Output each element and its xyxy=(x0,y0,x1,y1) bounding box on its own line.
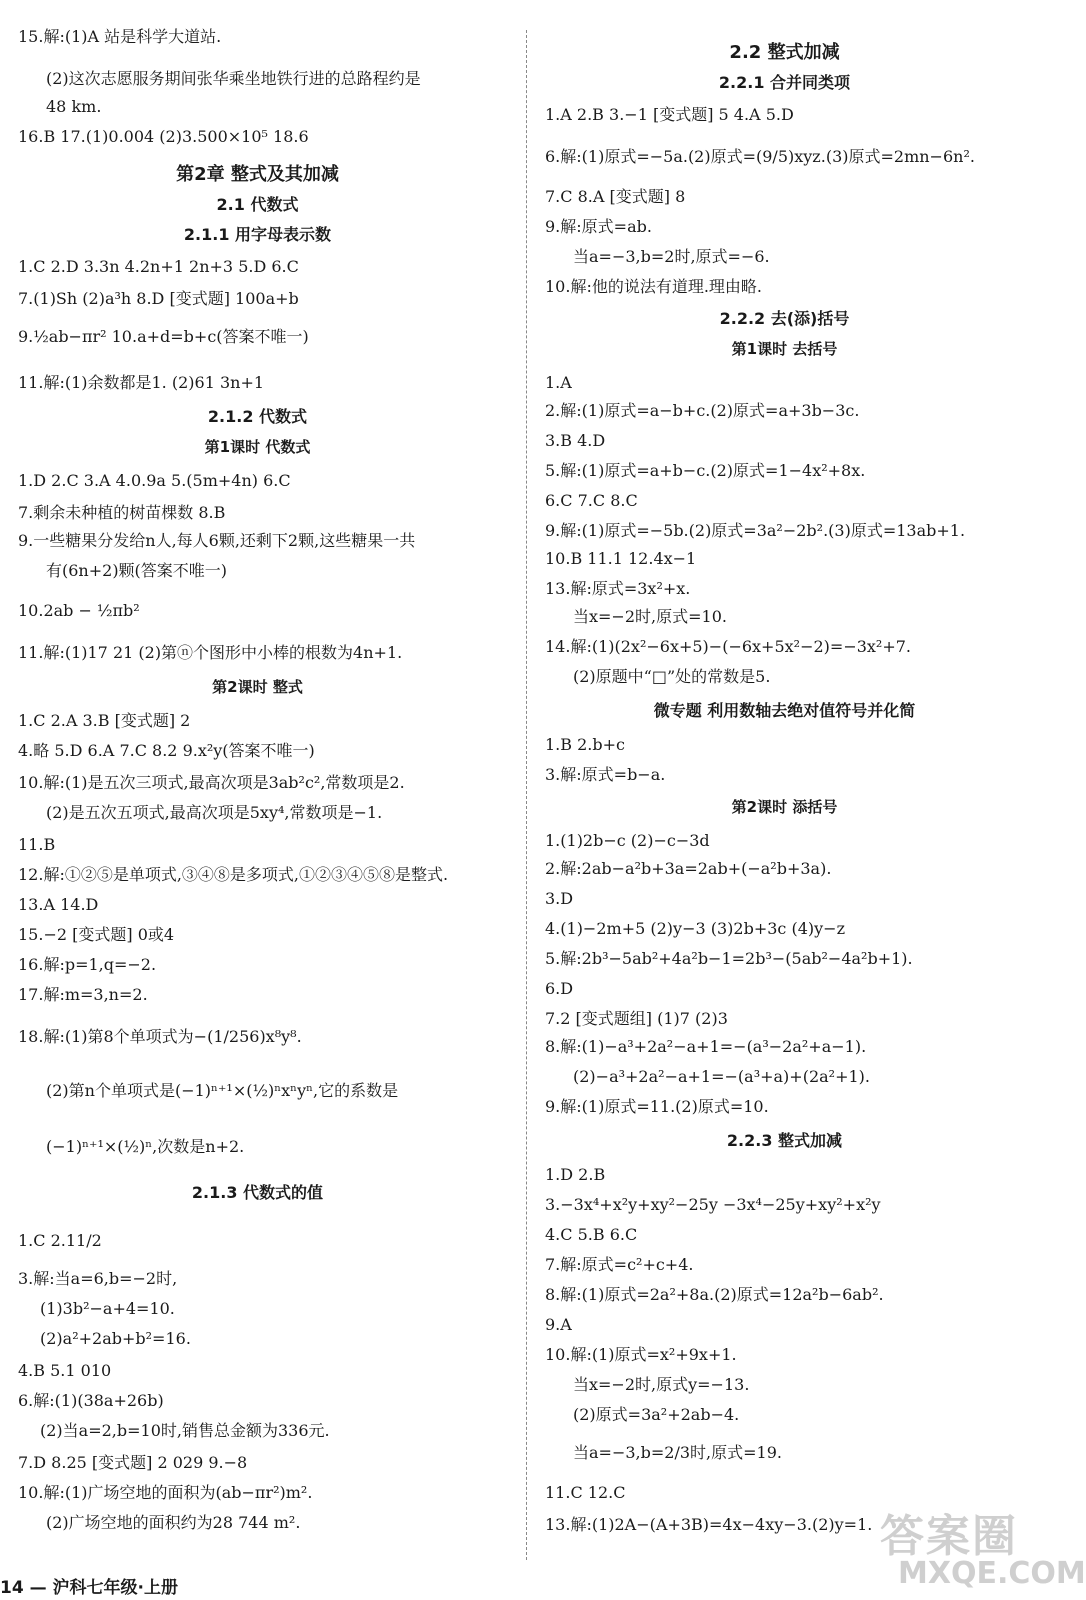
right-column xyxy=(527,0,1042,1600)
answer-line: 10.B 11.1 12.4x−1 xyxy=(545,549,697,568)
answer-line: (2)原式=3a²+2ab−4. xyxy=(573,1405,740,1424)
answer-line: 1.A xyxy=(545,373,572,392)
answer-line: 1.D 2.B xyxy=(545,1165,606,1184)
answer-line: 7.C 8.A [变式题] 8 xyxy=(545,187,686,206)
answer-line: 7.解:原式=c²+c+4. xyxy=(545,1255,694,1274)
section-heading: 2.2.1 合并同类项 xyxy=(718,73,851,92)
answer-line: 9.一些糖果分发给n人,每人6颗,还剩下2颗,这些糖果一共 xyxy=(18,531,416,550)
answer-line: 9.½ab−πr² 10.a+d=b+c(答案不唯一) xyxy=(18,327,309,346)
section-heading: 2.1.3 代数式的值 xyxy=(191,1183,324,1202)
section-heading: 2.1 代数式 xyxy=(216,195,299,214)
watermark-text: 答案圈 xyxy=(880,1511,1018,1562)
section-heading: 2.2.3 整式加减 xyxy=(726,1131,843,1150)
answer-line: 5.解:(1)原式=a+b−c.(2)原式=1−4x²+8x. xyxy=(545,461,866,480)
answer-line: 10.2ab − ½πb² xyxy=(18,601,140,620)
answer-line: 1.C 2.11/2 xyxy=(18,1231,102,1250)
answer-line: 10.解:(1)原式=x²+9x+1. xyxy=(545,1345,737,1364)
answer-line: 2.解:2ab−a²b+3a=2ab+(−a²b+3a). xyxy=(545,859,832,878)
section-heading: 微专题 利用数轴去绝对值符号并化简 xyxy=(653,701,916,720)
answer-line: 10.解:他的说法有道理.理由略. xyxy=(545,277,763,296)
answer-line: 16.解:p=1,q=−2. xyxy=(18,955,157,974)
section-heading: 第1课时 去括号 xyxy=(731,340,838,358)
answer-line: 15.解:(1)A 站是科学大道站. xyxy=(18,27,222,46)
answer-line: 3.解:当a=6,b=−2时, xyxy=(18,1269,178,1288)
answer-line: 4.B 5.1 010 xyxy=(18,1361,112,1380)
answer-line: 10.解:(1)广场空地的面积为(ab−πr²)m². xyxy=(18,1483,313,1502)
answer-line: (2)广场空地的面积约为28 744 m². xyxy=(46,1513,301,1532)
answer-line: 6.解:(1)(38a+26b) xyxy=(18,1391,164,1410)
answer-line: 4.略 5.D 6.A 7.C 8.2 9.x²y(答案不唯一) xyxy=(18,741,315,760)
answer-line: 1.(1)2b−c (2)−c−3d xyxy=(545,831,710,850)
answer-line: 1.A 2.B 3.−1 [变式题] 5 4.A 5.D xyxy=(545,105,794,124)
answer-line: 8.解:(1)−a³+2a²−a+1=−(a³−2a²+a−1). xyxy=(545,1037,867,1056)
answer-line: 7.剩余未种植的树苗棵数 8.B xyxy=(18,503,226,522)
answer-line: (1)3b²−a+4=10. xyxy=(40,1299,175,1318)
answer-line: 6.C 7.C 8.C xyxy=(545,491,638,510)
answer-line: 17.解:m=3,n=2. xyxy=(18,985,148,1004)
answer-line: 1.D 2.C 3.A 4.0.9a 5.(5m+4n) 6.C xyxy=(18,471,291,490)
answer-line: 1.C 2.A 3.B [变式题] 2 xyxy=(18,711,191,730)
answer-line: (2)原题中“□”处的常数是5. xyxy=(573,667,771,686)
answer-line: 当a=−3,b=2时,原式=−6. xyxy=(573,247,770,266)
answer-line: 12.解:①②⑤是单项式,③④⑧是多项式,①②③④⑤⑧是整式. xyxy=(18,865,449,884)
section-heading: 第2章 整式及其加减 xyxy=(176,164,339,185)
answer-line: 当x=−2时,原式y=−13. xyxy=(573,1375,750,1394)
answer-line: 13.解:(1)2A−(A+3B)=4x−4xy−3.(2)y=1. xyxy=(545,1515,873,1534)
answer-line: 3.B 4.D xyxy=(545,431,606,450)
answer-line: 16.B 17.(1)0.004 (2)3.500×10⁵ 18.6 xyxy=(18,127,309,146)
answer-line: 9.解:原式=ab. xyxy=(545,217,652,236)
answer-line: 7.D 8.25 [变式题] 2 029 9.−8 xyxy=(18,1453,248,1472)
answer-line: 7.(1)Sh (2)a³h 8.D [变式题] 100a+b xyxy=(18,289,299,308)
answer-line: 10.解:(1)是五次三项式,最高次项是3ab²c²,常数项是2. xyxy=(18,773,405,792)
answer-line: 14.解:(1)(2x²−6x+5)−(−6x+5x²−2)=−3x²+7. xyxy=(545,637,912,656)
answer-line: 11.解:(1)余数都是1. (2)61 3n+1 xyxy=(18,373,265,392)
watermark-logo xyxy=(880,1500,1086,1596)
answer-line: 18.解:(1)第8个单项式为−(1/256)x⁸y⁸. xyxy=(18,1027,302,1046)
answer-line: 4.(1)−2m+5 (2)y−3 (3)2b+3c (4)y−z xyxy=(545,919,845,938)
answer-line: 5.解:2b³−5ab²+4a²b−1=2b³−(5ab²−4a²b+1). xyxy=(545,949,913,968)
answer-line: 3.D xyxy=(545,889,574,908)
answer-line: 3.−3x⁴+x²y+xy²−25y −3x⁴−25y+xy²+x²y xyxy=(545,1195,881,1214)
section-heading: 第2课时 添括号 xyxy=(731,798,838,816)
answer-line: (2)a²+2ab+b²=16. xyxy=(40,1329,191,1348)
section-heading: 2.2.2 去(添)括号 xyxy=(719,309,850,328)
section-heading: 第2课时 整式 xyxy=(212,678,303,696)
answer-line: 1.C 2.D 3.3n 4.2n+1 2n+3 5.D 6.C xyxy=(18,257,299,276)
answer-line: (2)当a=2,b=10时,销售总金额为336元. xyxy=(40,1421,330,1440)
answer-line: 1.B 2.b+c xyxy=(545,735,625,754)
answer-line: 6.D xyxy=(545,979,574,998)
answer-line: 当a=−3,b=2/3时,原式=19. xyxy=(573,1443,782,1462)
section-heading: 2.1.1 用字母表示数 xyxy=(183,225,332,244)
answer-line: 4.C 5.B 6.C xyxy=(545,1225,638,1244)
answer-line: 9.A xyxy=(545,1315,572,1334)
section-heading: 2.1.2 代数式 xyxy=(207,407,308,426)
section-heading: 2.2 整式加减 xyxy=(729,42,840,63)
answer-line: (−1)ⁿ⁺¹×(½)ⁿ,次数是n+2. xyxy=(46,1137,245,1156)
answer-line: 3.解:原式=b−a. xyxy=(545,765,666,784)
answer-line: 当x=−2时,原式=10. xyxy=(573,607,727,626)
answer-line: 6.解:(1)原式=−5a.(2)原式=(9/5)xyz.(3)原式=2mn−6n². xyxy=(545,147,975,166)
answer-line: 48 km. xyxy=(46,97,102,116)
answer-line: (2)第n个单项式是(−1)ⁿ⁺¹×(½)ⁿxⁿyⁿ,它的系数是 xyxy=(46,1081,399,1100)
answer-line: (2)是五次五项式,最高次项是5xy⁴,常数项是−1. xyxy=(46,803,383,822)
answer-line: 7.2 [变式题组] (1)7 (2)3 xyxy=(545,1009,728,1028)
answer-line: 11.B xyxy=(18,835,56,854)
answer-line: 13.A 14.D xyxy=(18,895,99,914)
answer-line: 15.−2 [变式题] 0或4 xyxy=(18,925,175,944)
answer-line: 13.解:原式=3x²+x. xyxy=(545,579,691,598)
answer-line: (2)这次志愿服务期间张华乘坐地铁行进的总路程约是 xyxy=(46,69,421,88)
section-heading: 第1课时 代数式 xyxy=(204,438,311,456)
answer-line: 有(6n+2)颗(答案不唯一) xyxy=(46,561,228,580)
answer-line: 9.解:(1)原式=−5b.(2)原式=3a²−2b².(3)原式=13ab+1. xyxy=(545,521,966,540)
answer-line: 2.解:(1)原式=a−b+c.(2)原式=a+3b−3c. xyxy=(545,401,860,420)
page-footer: 14 — 沪科七年级·上册 xyxy=(0,1578,178,1598)
watermark-url: MXQE.COM xyxy=(898,1556,1086,1591)
answer-line: 11.解:(1)17 21 (2)第ⓝ个图形中小棒的根数为4n+1. xyxy=(18,643,403,662)
answer-line: 11.C 12.C xyxy=(545,1483,626,1502)
answer-line: 8.解:(1)原式=2a²+8a.(2)原式=12a²b−6ab². xyxy=(545,1285,884,1304)
left-column xyxy=(0,0,515,1600)
answer-line: 9.解:(1)原式=11.(2)原式=10. xyxy=(545,1097,769,1116)
answer-line: (2)−a³+2a²−a+1=−(a³+a)+(2a²+1). xyxy=(573,1067,870,1086)
